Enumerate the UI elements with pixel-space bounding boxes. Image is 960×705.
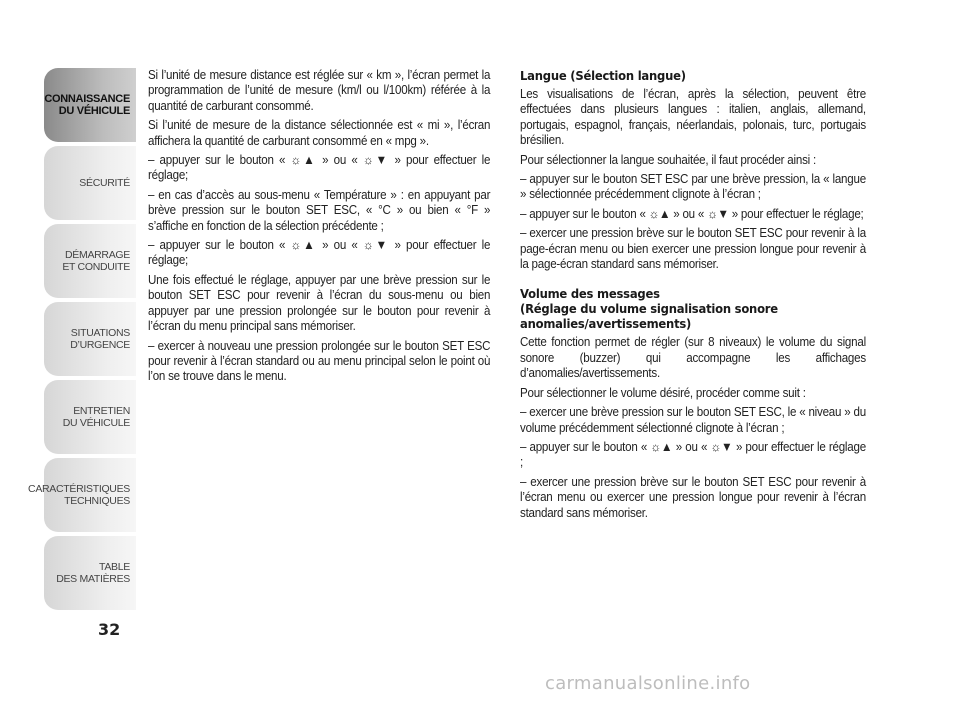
tab-entretien-du-vehicule[interactable] [44, 380, 136, 454]
heading-line: Volume des messages [520, 286, 660, 302]
paragraph: – en cas d’accès au sous-menu « Température » : en appuyant par brève pression sur le bouton SET ESC, « °C » ou bien « °F » s’affiche en fonction de la sélection précédente ; [148, 187, 491, 233]
page-number: 32 [98, 620, 121, 639]
paragraph: Pour sélectionner le volume désiré, procéder comme suit : [520, 385, 806, 400]
right-text-column [520, 68, 866, 525]
chapter-nav [28, 68, 136, 614]
paragraph: – appuyer sur le bouton « ☼▲ » ou « ☼▼ » pour effectuer le réglage; [148, 238, 491, 268]
paragraph: Cette fonction permet de régler (sur 8 niveaux) le volume du signal sonore (buzzer) qui accompagne les affichages d’anomalies/avertissements. [520, 335, 866, 381]
section-heading-volume [520, 286, 866, 331]
paragraph: Si l’unité de mesure de la distance sélectionnée est « mi », l’écran affichera la quantité de carburant consommé en « mpg ». [148, 118, 491, 148]
heading-line: anomalies/avertissements) [520, 316, 692, 332]
heading-line: (Réglage du volume signalisation sonore [520, 301, 778, 317]
paragraph: – appuyer sur le bouton « ☼▲ » ou « ☼▼ » pour effectuer le réglage ; [520, 439, 866, 470]
tab-label-line1: SÉCURITÉ [79, 177, 130, 189]
tab-label-line1: CARACTÉRISTIQUES [28, 483, 130, 495]
paragraph: – exercer à nouveau une pression prolongée sur le bouton SET ESC pour revenir à l’écran standard ou au menu principal selon le point où l’on se trouve dans le menu. [148, 338, 491, 384]
paragraph: – appuyer sur le bouton SET ESC par une brève pression, la « langue » sélectionnée précédemment clignote à l’écran ; [520, 172, 866, 202]
tab-label-line1: DÉMARRAGE [65, 249, 130, 261]
tab-situations-d-urgence[interactable] [44, 302, 136, 376]
section-heading-langue: Langue (Sélection langue) [520, 68, 686, 83]
tab-label-line2: DU VÉHICULE [58, 105, 130, 117]
tab-label-line2: TECHNIQUES [64, 495, 130, 507]
paragraph: – exercer une pression brève sur le bouton SET ESC pour revenir à l’écran menu ou exercer une pression longue pour revenir à l’écran standard sans mémoriser. [520, 474, 866, 520]
tab-caracteristiques-techniques[interactable] [28, 458, 136, 532]
tab-label-line2: DES MATIÈRES [56, 573, 130, 585]
paragraph: – exercer une pression brève sur le bouton SET ESC pour revenir à la page-écran menu ou bien exercer une pression longue pour revenir à la page-écran standard sans mémoriser. [520, 226, 866, 272]
paragraph: – appuyer sur le bouton « ☼▲ » ou « ☼▼ » pour effectuer le réglage; [520, 206, 864, 221]
tab-label-line1: SITUATIONS [70, 327, 130, 339]
paragraph: Pour sélectionner la langue souhaitée, il faut procéder ainsi : [520, 152, 816, 167]
tab-label-line1: ENTRETIEN [73, 405, 130, 417]
tab-label-line2: D’URGENCE [70, 339, 130, 351]
tab-table-des-matieres[interactable] [44, 536, 136, 610]
left-text-column [148, 68, 490, 389]
paragraph: Si l’unité de mesure distance est réglée sur « km », l’écran permet la programmation de l’unité de mesure (km/l ou l/100km) référée à la quantité de carburant consommé. [148, 68, 491, 113]
watermark: carmanualsonline.info [545, 673, 751, 694]
paragraph: Les visualisations de l’écran, après la sélection, peuvent être effectuées dans plusieurs langues : italien, anglais, allemand, portugais, espagnol, français, néerlandais, polonais, turc, portugais brésilien. [520, 87, 866, 148]
paragraph: – appuyer sur le bouton « ☼▲ » ou « ☼▼ » pour effectuer le réglage; [148, 153, 491, 183]
paragraph: – exercer une brève pression sur le bouton SET ESC, le « niveau » du volume précédemment sélectionné clignote à l’écran ; [520, 405, 866, 435]
tab-label-line1: CONNAISSANCE [44, 93, 130, 105]
tab-securite[interactable] [44, 146, 136, 220]
tab-connaissance-du-vehicule[interactable] [44, 68, 136, 142]
tab-label-line1: TABLE [99, 561, 130, 573]
tab-label-line2: DU VÉHICULE [62, 417, 130, 429]
paragraph: Une fois effectué le réglage, appuyer par une brève pression sur le bouton SET ESC pour revenir à l’écran du sous-menu ou bien appuyer par une pression prolongée sur le bouton pour revenir à l’écran du menu principal sans mémoriser. [148, 272, 491, 334]
tab-demarrage-et-conduite[interactable] [44, 224, 136, 298]
tab-label-line2: ET CONDUITE [62, 261, 130, 273]
